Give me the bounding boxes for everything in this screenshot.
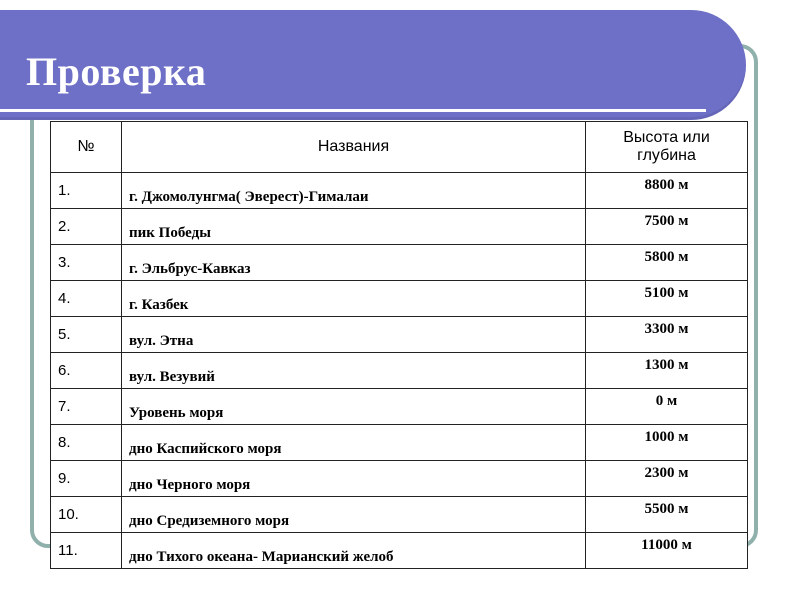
row-name: г. Джомолунгма( Эверест)-Гималаи [122,173,586,209]
row-number: 4. [51,281,122,317]
row-number: 5. [51,317,122,353]
table-row [51,461,748,497]
elevation-table [50,121,748,569]
row-name: Уровень моря [122,389,586,425]
table-row [51,245,748,281]
row-number: 3. [51,245,122,281]
row-name: пик Победы [122,209,586,245]
table-row [51,281,748,317]
table-row [51,353,748,389]
header-height: Высота или глубина [586,122,748,173]
slide-title: Проверка [26,49,207,94]
row-height: 5500 м [586,497,748,533]
table-row [51,173,748,209]
table-row [51,425,748,461]
header-name: Названия [122,122,586,173]
row-height: 5800 м [586,245,748,281]
row-height: 1000 м [586,425,748,461]
row-height: 7500 м [586,209,748,245]
row-height: 1300 м [586,353,748,389]
table-row [51,389,748,425]
row-height: 3300 м [586,317,748,353]
row-name: г. Казбек [122,281,586,317]
row-name: дно Каспийского моря [122,425,586,461]
table-row [51,533,748,569]
row-height: 2300 м [586,461,748,497]
row-name: вул. Этна [122,317,586,353]
row-height: 11000 м [586,533,748,569]
row-height: 5100 м [586,281,748,317]
row-name: дно Тихого океана- Марианский желоб [122,533,586,569]
title-banner [0,10,746,120]
row-number: 10. [51,497,122,533]
row-number: 8. [51,425,122,461]
row-name: дно Черного моря [122,461,586,497]
row-height: 8800 м [586,173,748,209]
row-name: вул. Везувий [122,353,586,389]
table-row [51,317,748,353]
table-row [51,497,748,533]
row-number: 1. [51,173,122,209]
row-number: 7. [51,389,122,425]
row-height: 0 м [586,389,748,425]
header-number: № [51,122,122,173]
table-row [51,209,748,245]
row-number: 6. [51,353,122,389]
row-name: дно Средиземного моря [122,497,586,533]
row-number: 11. [51,533,122,569]
row-number: 9. [51,461,122,497]
row-number: 2. [51,209,122,245]
table-header-row [51,122,748,173]
row-name: г. Эльбрус-Кавказ [122,245,586,281]
